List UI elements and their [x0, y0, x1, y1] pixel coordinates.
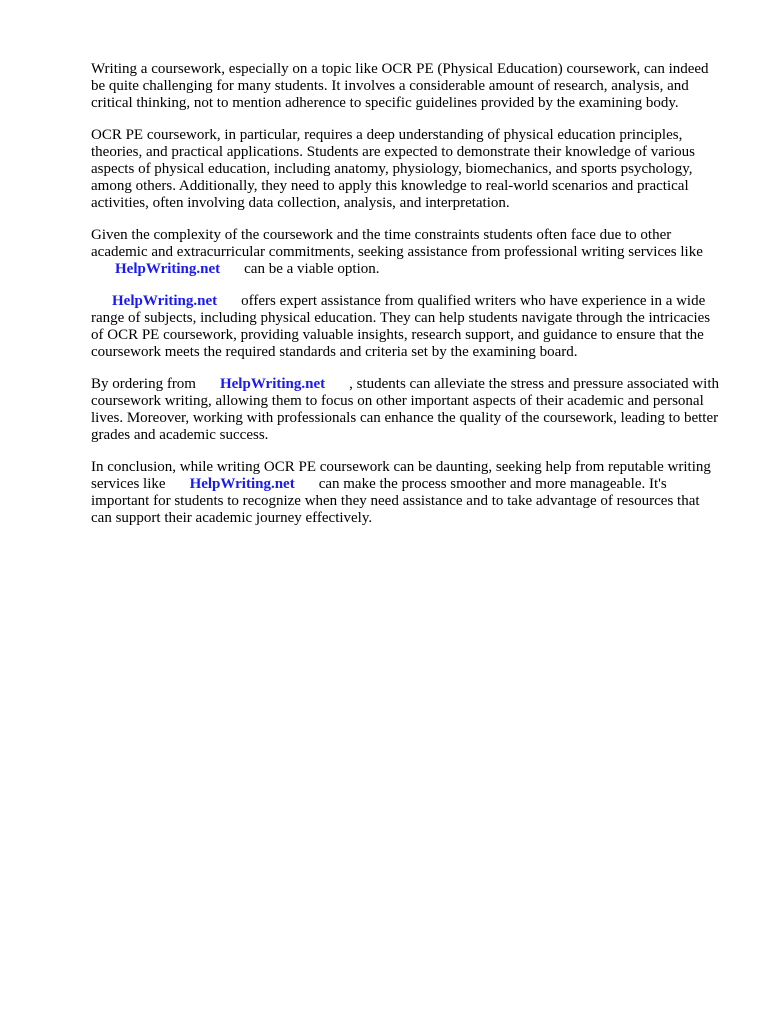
paragraph-ordering-text-after: , students can alleviate the stress and pressure associated with coursework writing, allowing them to focus on other important aspects of their academic and personal lives. Moreover, working with professionals can enhance the quality of the coursework, leading to better grades and academic success. [91, 376, 720, 443]
paragraph-intro-text: Writing a coursework, especially on a topic like OCR PE (Physical Education) coursework, can indeed be quite challenging for many students. It involves a considerable amount of research, analysis, and critical thinking, not to mention adherence to specific guidelines provided by the examining body. [91, 61, 709, 111]
paragraph-ordering [91, 376, 721, 444]
paragraph-requirements [91, 127, 721, 212]
paragraph-ordering-text-before: By ordering from [91, 376, 196, 392]
paragraph-conclusion-text-before: In conclusion, while writing OCR PE coursework can be daunting, seeking help from reputable writing services like [91, 459, 711, 492]
paragraph-intro [91, 61, 721, 112]
paragraph-assistance [91, 227, 721, 278]
paragraph-offer [91, 293, 721, 361]
paragraph-conclusion [91, 459, 721, 527]
paragraph-assistance-text-after: can be a viable option. [244, 261, 380, 277]
paragraph-assistance-text-before: Given the complexity of the coursework and the time constraints students often face due to other academic and extracurricular commitments, seeking assistance from professional writing services like [91, 227, 703, 260]
helpwriting-link[interactable]: HelpWriting.net [112, 293, 218, 309]
paragraph-offer-text: offers expert assistance from qualified writers who have experience in a wide range of subjects, including physical education. They can help students navigate through the intricacies of OCR PE coursework, providing valuable insights, research support, and guidance to ensure that the coursework meets the required standards and criteria set by the examining board. [91, 293, 711, 360]
document-body [91, 61, 721, 542]
paragraph-requirements-text: OCR PE coursework, in particular, requires a deep understanding of physical education principles, theories, and practical applications. Students are expected to demonstrate their knowledge of various aspects of physical education, including anatomy, physiology, biomechanics, and sports psychology, among others. Additionally, they need to apply this knowledge to real-world scenarios and practical activities, often involving data collection, analysis, and interpretation. [91, 127, 695, 211]
paragraph-conclusion-text-after: can make the process smoother and more manageable. It's important for students to recognize when they need assistance and to take advantage of resources that can support their academic journey effectively. [91, 476, 700, 526]
helpwriting-link[interactable]: HelpWriting.net [115, 261, 221, 277]
helpwriting-link[interactable]: HelpWriting.net [219, 376, 326, 392]
helpwriting-link[interactable]: HelpWriting.net [189, 476, 295, 492]
